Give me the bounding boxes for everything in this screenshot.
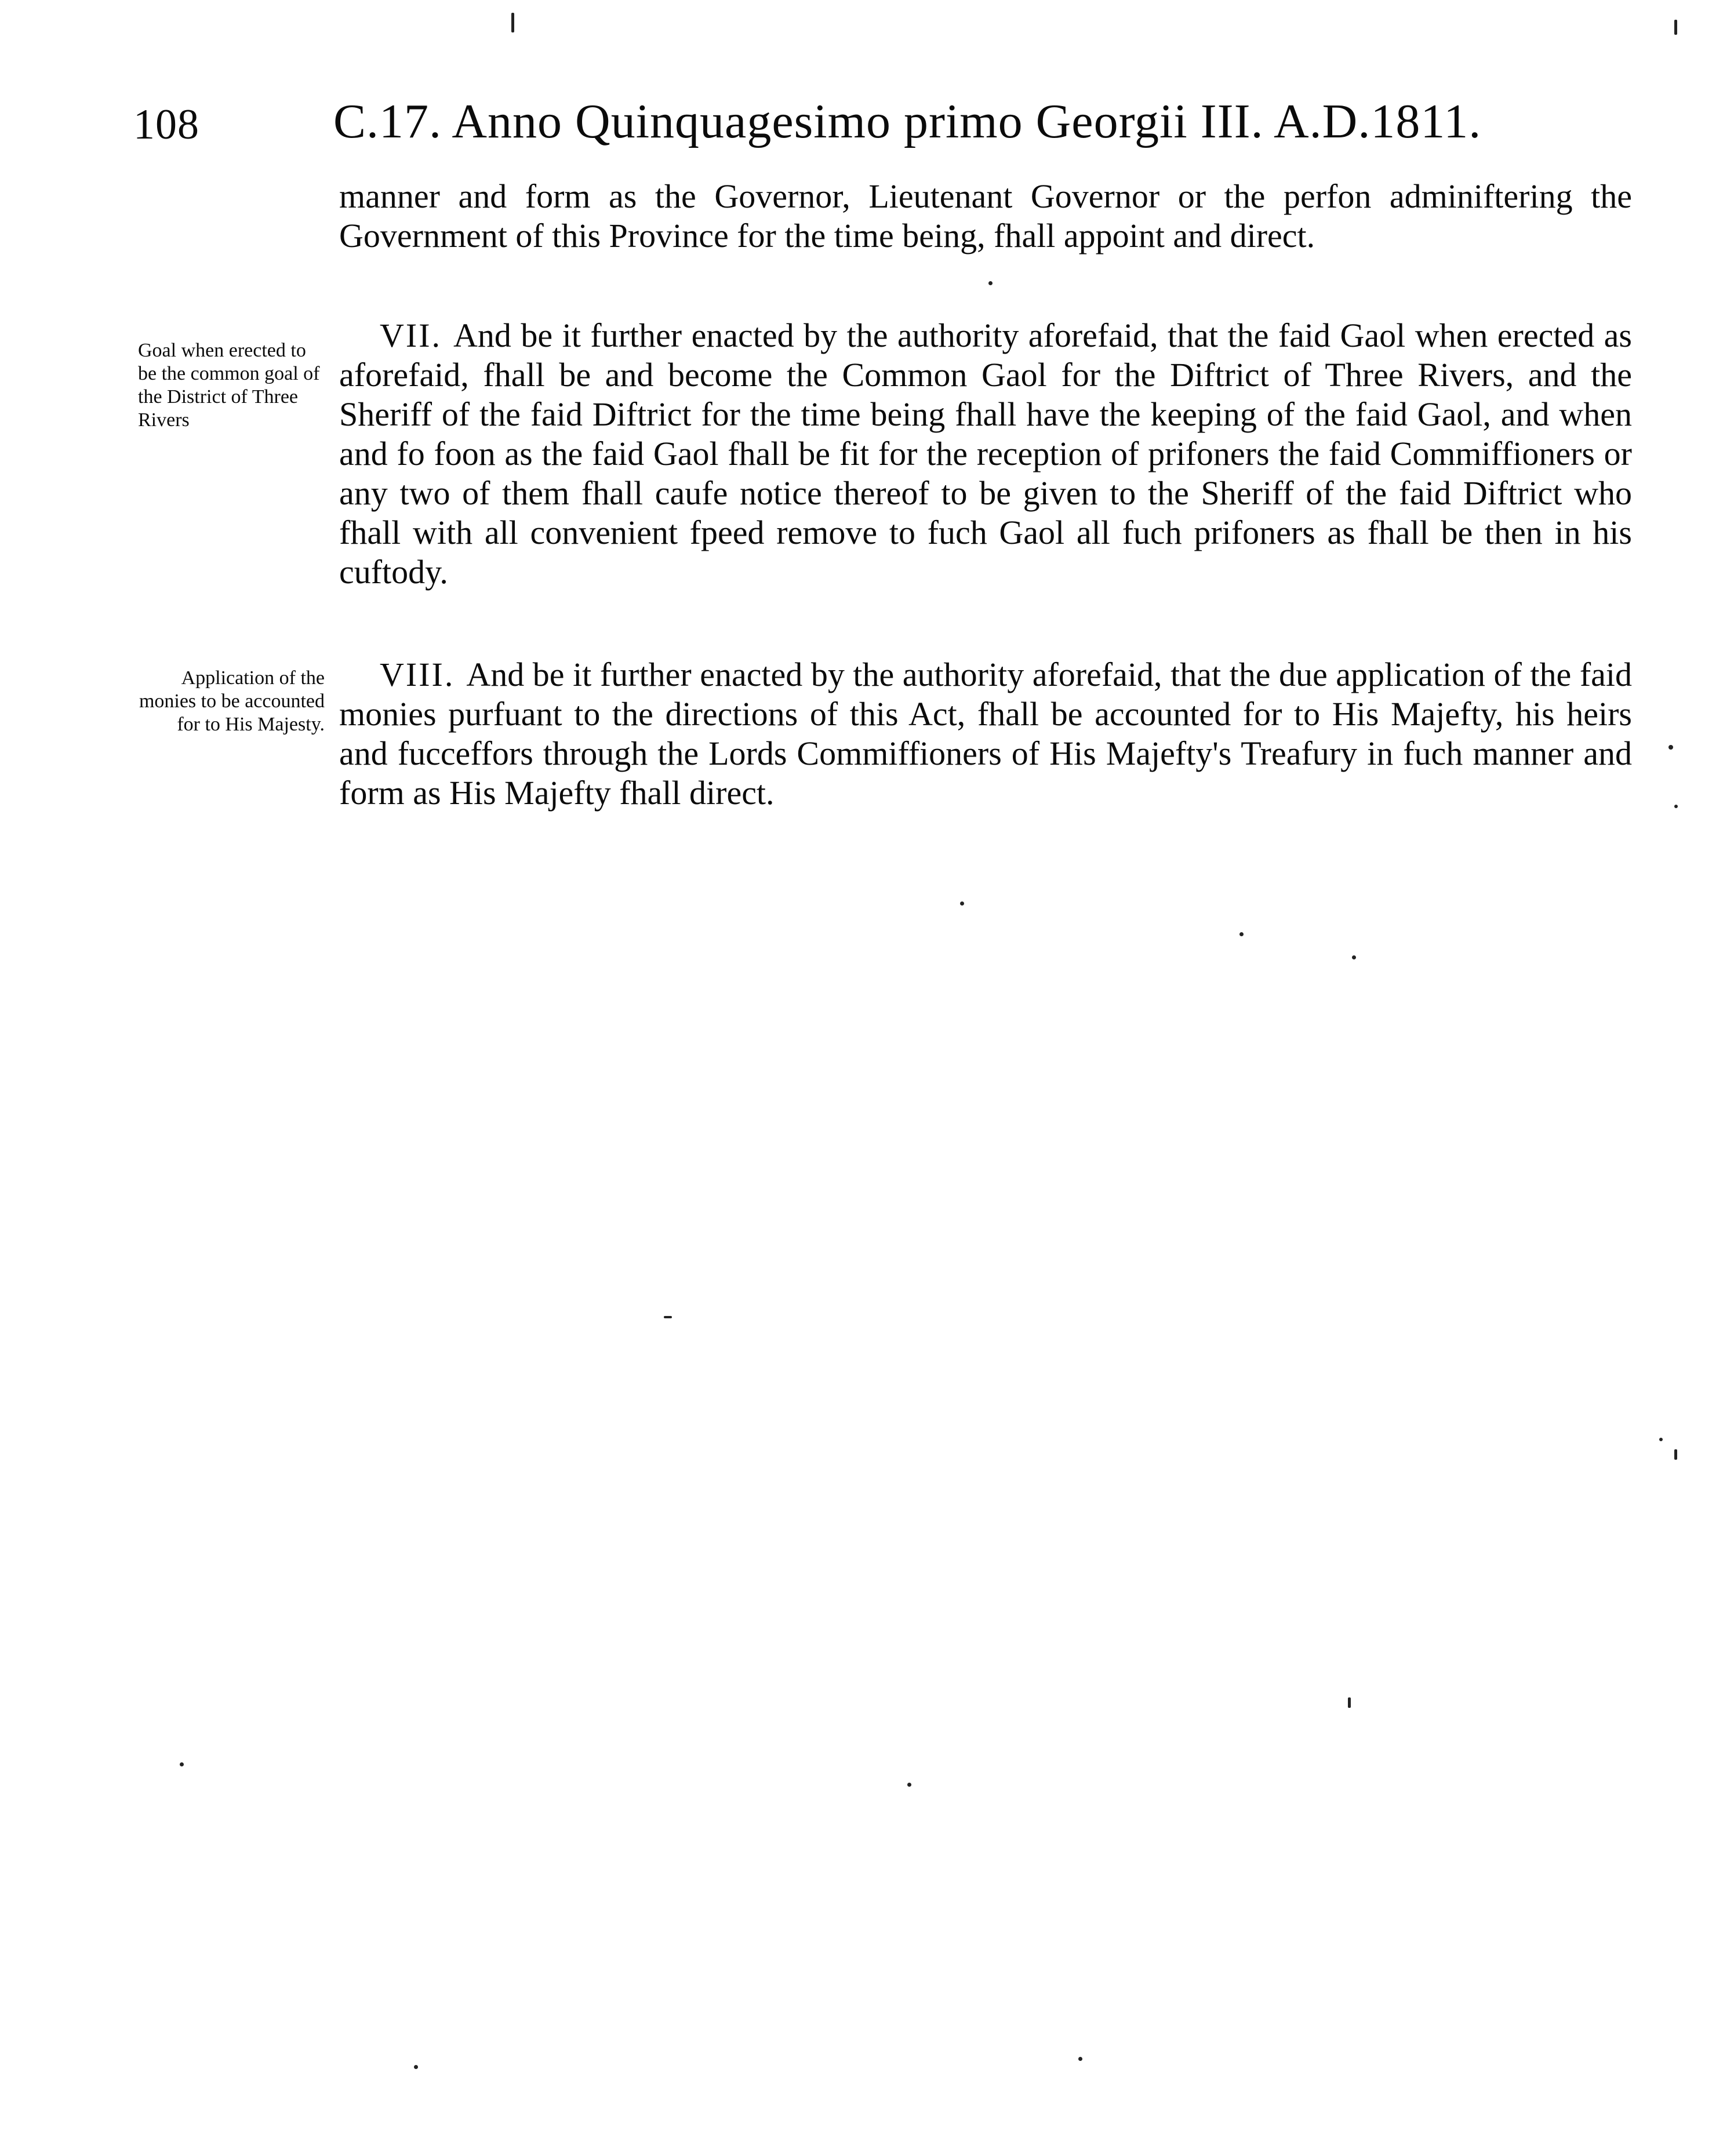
scan-speck <box>1659 1438 1663 1441</box>
scan-speck <box>511 13 514 32</box>
running-title: C.17. Anno Quinquagesimo primo Georgii III. A.D.1811. <box>333 94 1482 148</box>
scan-speck <box>1239 932 1244 936</box>
continuation-text: manner and form as the Governor, Lieutenant Governor or the perfon adminiftering the Government of this Province for the time being, fhall appoint and direct. <box>339 177 1632 254</box>
marginal-note-section-8: Application of the monies to be accounted for to His Majesty. <box>139 667 325 735</box>
scan-speck <box>1674 805 1678 808</box>
section-text: And be it further enacted by the authority aforefaid, that the faid Gaol when erected as aforefaid, fhall be and become the Common Gaol for the Diftrict of Three Rivers, and the Sheriff of the faid Diftrict for the time being fhall have the keeping of the faid Gaol, and when and fo foon as the faid Gaol fhall be fit for the reception of prifoners the faid Commiffioners or any two of them fhall caufe notice thereof to be given to the Sheriff of the faid Diftrict who fhall with all convenient fpeed remove to fuch Gaol all fuch prifoners as fhall be then in his cuftody. <box>339 317 1632 591</box>
running-head <box>133 94 1623 161</box>
page-number: 108 <box>133 101 199 148</box>
section-7-paragraph <box>339 316 1632 592</box>
scan-speck <box>664 1316 672 1318</box>
marginal-note-section-7: Goal when erected to be the common goal of the District of Three Rivers <box>138 340 320 431</box>
scan-speck <box>180 1762 184 1766</box>
scan-speck <box>960 901 964 906</box>
scan-speck <box>1352 955 1356 959</box>
section-number: VIII. <box>380 656 455 693</box>
scan-speck <box>1674 20 1677 35</box>
section-number: VII. <box>380 317 442 354</box>
scan-speck <box>1668 745 1673 750</box>
scan-speck <box>1674 1449 1677 1460</box>
section-8-paragraph <box>339 655 1632 813</box>
scan-speck <box>1348 1697 1351 1708</box>
scan-speck <box>1078 2057 1082 2061</box>
continuation-paragraph <box>339 177 1632 256</box>
scan-speck <box>414 2065 418 2069</box>
scan-speck <box>907 1783 911 1787</box>
section-text: And be it further enacted by the authority aforefaid, that the due application of the faid monies purfuant to the directions of this Act, fhall be accounted for to His Majefty, his heirs and fucceffors through the Lords Commiffioners of His Majefty's Treafury in fuch manner and form as His Majefty fhall direct. <box>339 656 1632 812</box>
scan-speck <box>988 281 993 285</box>
